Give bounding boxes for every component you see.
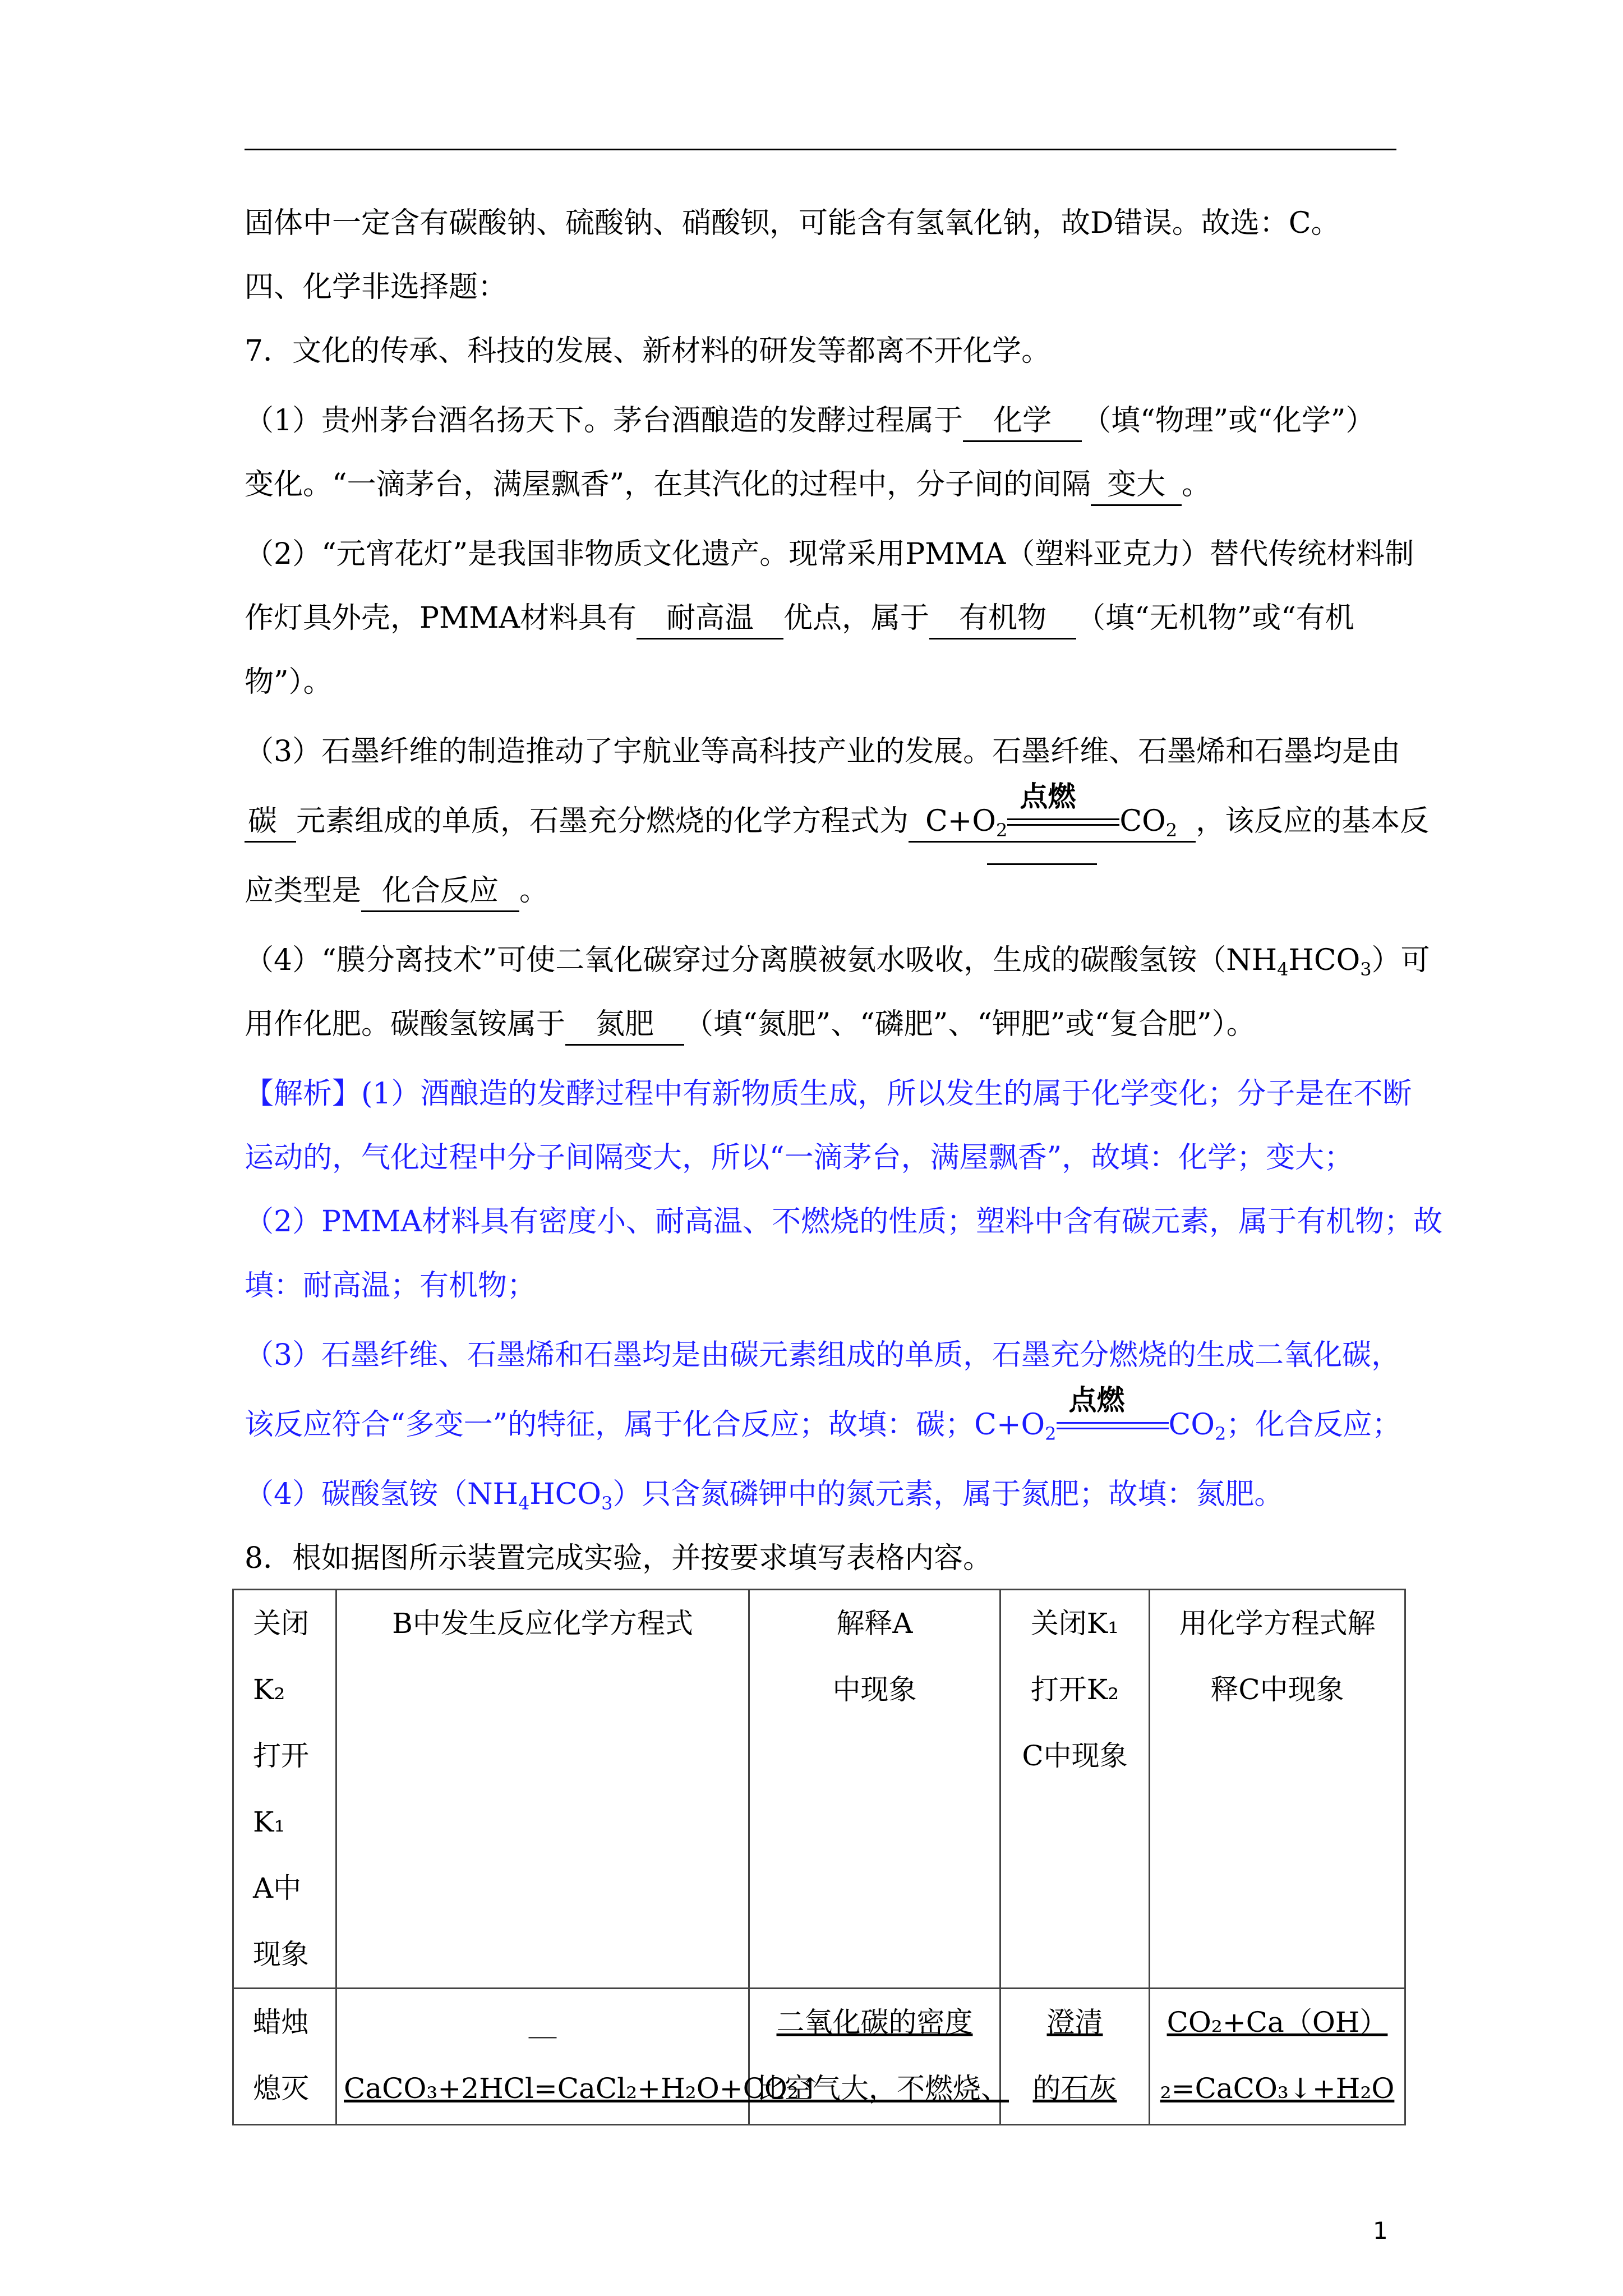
answer-blank: 碳 — [245, 802, 296, 843]
question-7-3-line-2: 碳 元素组成的单质，石墨充分燃烧的化学方程式为 $C+O_2$ 点燃 $CO_2$ ，该反应的基本反 — [245, 802, 1429, 843]
question-7-4-line-1: （4）“膜分离技术”可使二氧化碳穿过分离膜被氨水吸收，生成的碳酸氢铵$(NH_4HCO_3)$可 — [245, 944, 1430, 980]
header-cell: B中发生反应化学方程式 — [336, 1590, 749, 1989]
underline — [987, 863, 1097, 865]
table-cell: 蜡烛 熄灭 — [233, 1989, 336, 2125]
header-cell: 用化学方程式解 释C中现象 — [1150, 1590, 1405, 1989]
analysis-line-6: 该反应符合“多变一”的特征，属于化合反应；故填：碳；$C+O_2$ 点燃 $CO_2$；化合反应； — [245, 1384, 1401, 1444]
answer-blank: 氮肥 — [565, 1005, 684, 1046]
answer-blank: 化合反应 — [361, 871, 519, 912]
question-7-3-line-1: （3）石墨纤维的制造推动了宇航业等高科技产业的发展。石墨纤维、石墨烯和石墨均是由 — [245, 735, 1401, 769]
header-cell: 关闭K₁ 打开K₂ C中现象 — [1000, 1590, 1150, 1989]
question-7-2-line-3: 物”）。 — [245, 665, 333, 699]
question-7-stem: 7．文化的传承、科技的发展、新材料的研发等都离不开化学。 — [245, 334, 1051, 368]
table-cell: 二氧化碳的密度 比空气大，不燃烧、 — [749, 1989, 1000, 2125]
table-header-row — [233, 1590, 1405, 1989]
question-7-3-line-3: 应类型是 化合反应 。 — [245, 871, 548, 912]
equation-answer: $C+O_2$ 点燃 $CO_2$ — [909, 802, 1196, 843]
table-cell: CO₂+Ca（OH） ₂=CaCO₃↓+H₂O — [1150, 1989, 1405, 2125]
page-number: 1 — [1373, 2217, 1388, 2244]
table-row — [233, 1989, 1405, 2125]
reaction-arrow: 点燃 — [1057, 1405, 1169, 1444]
header-cell: 关闭 K₂ 打开 K₁ A中 现象 — [233, 1590, 336, 1989]
reaction-arrow: 点燃 — [1007, 802, 1119, 841]
table-cell: 澄清 的石灰 — [1000, 1989, 1150, 2125]
answer-blank: 化学 — [963, 401, 1082, 442]
answer-blank: 耐高温 — [637, 599, 783, 639]
answer-blank: 变大 — [1091, 465, 1182, 506]
analysis-line-3: （2）PMMA材料具有密度小、耐高温、不燃烧的性质；塑料中含有碳元素，属于有机物；故 — [245, 1205, 1443, 1239]
answer-blank: 有机物 — [929, 599, 1076, 639]
text-line: 固体中一定含有碳酸钠、硫酸钠、硝酸钡，可能含有氢氧化钠，故D错误。故选：C。 — [245, 206, 1340, 240]
section-heading: 四、化学非选择题： — [245, 270, 508, 304]
analysis-line-7: （4）碳酸氢铵$(NH_4HCO_3)$只含氮磷钾中的氮元素，属于氮肥；故填：氮肥。 — [245, 1478, 1284, 1514]
question-7-2-line-2: 作灯具外壳，PMMA材料具有 耐高温 优点，属于 有机物 （填“无机物”或“有机 — [245, 599, 1354, 639]
header-cell: 解释A 中现象 — [749, 1590, 1000, 1989]
question-8-stem: 8．根如据图所示装置完成实验，并按要求填写表格内容。 — [245, 1542, 993, 1575]
table-cell: __ CaCO₃+2HCl=CaCl₂+H₂O+CO₂↑ — [336, 1989, 749, 2125]
experiment-table — [232, 1589, 1406, 2125]
header-rule — [245, 149, 1396, 150]
analysis-line-4: 填：耐高温；有机物； — [245, 1269, 537, 1303]
analysis-line-2: 运动的，气化过程中分子间隔变大，所以“一滴茅台，满屋飘香”，故填：化学；变大； — [245, 1141, 1354, 1175]
question-7-4-line-2: 用作化肥。碳酸氢铵属于 氮肥 （填“氮肥”、“磷肥”、“钾肥”或“复合肥”）。 — [245, 1005, 1256, 1046]
analysis-line-5: （3）石墨纤维、石墨烯和石墨均是由碳元素组成的单质，石墨充分燃烧的生成二氧化碳， — [245, 1338, 1401, 1372]
analysis-tag: 【解析】 — [245, 1077, 362, 1111]
question-7-1-line-1: （1）贵州茅台酒名扬天下。茅台酒酿造的发酵过程属于 化学 （填“物理”或“化学”） — [245, 401, 1375, 442]
question-7-2-line-1: （2）“元宵花灯”是我国非物质文化遗产。现常采用PMMA（塑料亚克力）替代传统材料制 — [245, 537, 1414, 571]
analysis-line-1: 【解析】(1）酒酿造的发酵过程中有新物质生成，所以发生的属于化学变化；分子是在不断 — [245, 1077, 1412, 1111]
question-7-1-line-2: 变化。“一滴茅台，满屋飘香”，在其汽化的过程中，分子间的间隔 变大 。 — [245, 465, 1211, 506]
